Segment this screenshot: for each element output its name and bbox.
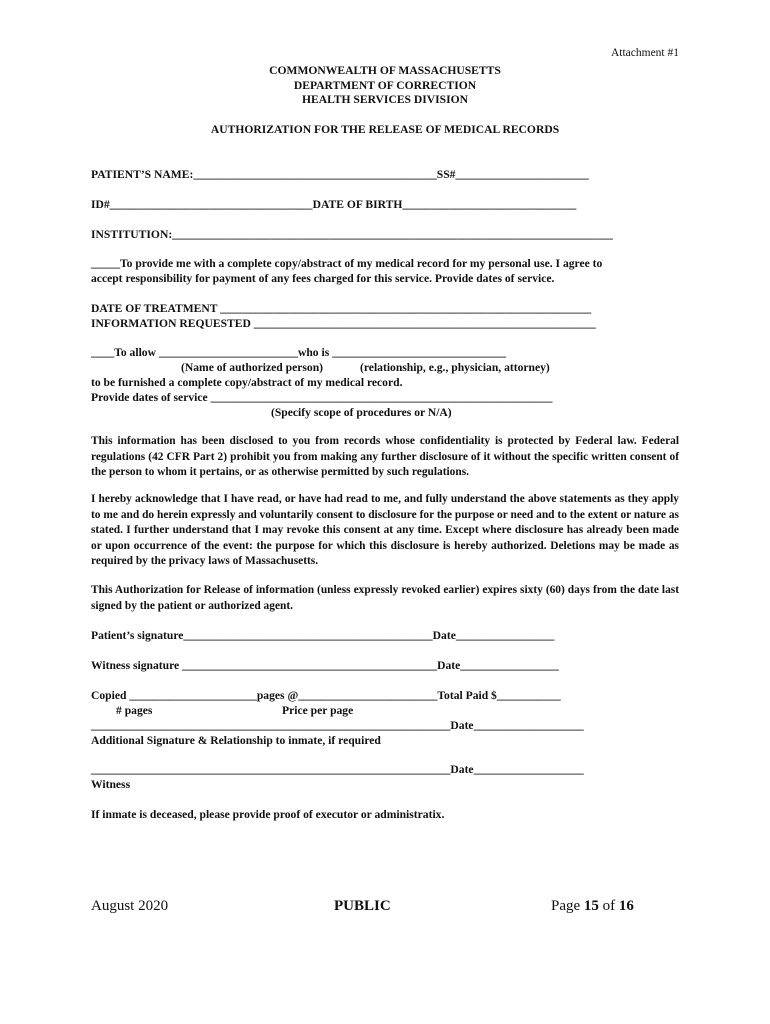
page-total: 16 xyxy=(618,898,634,914)
pages-hint: # pages xyxy=(116,704,153,717)
relationship-hint: (relationship, e.g., physician, attorney) xyxy=(360,361,550,374)
date-of-treatment-field[interactable]: DATE OF TREATMENT ________________________________________________________________ xyxy=(91,302,592,315)
dates-of-service-field[interactable]: Provide dates of service ___________________________________________________________ xyxy=(91,391,553,404)
price-per-page-hint: Price per page xyxy=(282,704,354,717)
copied-pages-field[interactable]: Copied ______________________pages @________________________Total Paid $___________ xyxy=(91,689,561,702)
witness-label: Witness xyxy=(91,778,131,791)
institution-field[interactable]: INSTITUTION:____________________________________________________________________________ xyxy=(91,228,613,241)
form-title: AUTHORIZATION FOR THE RELEASE OF MEDICAL RECORDS xyxy=(210,123,560,136)
expiry-paragraph: This Authorization for Release of information (unless expressly revoked earlier) expires sixty (60) days from the date last signed by the patient or authorized agent. xyxy=(91,584,679,612)
footer-page-number xyxy=(551,898,634,915)
acknowledgement-paragraph: I hereby acknowledge that I have read, or have had read to me, and fully understand the above statements as they apply to me and do herein expressly and voluntarily consent to disclosure for the purpose or need and to the extent or nature as stated. I further understand that I may revoke this consent at any time. Except where disclosure has already been made or upon occurrence of the event: the purpose for which this disclosure is hereby authorized. Deletions may be made as required by the privacy laws of Massachusetts. xyxy=(91,493,679,568)
footer-date: August 2020 xyxy=(91,898,169,914)
patient-signature-field[interactable]: Patient’s signature___________________________________________Date_________________ xyxy=(91,629,555,642)
page-prefix: Page xyxy=(551,898,584,914)
id-dob-field[interactable]: ID#___________________________________DATE OF BIRTH______________________________ xyxy=(91,198,577,211)
patient-name-field[interactable]: PATIENT’S NAME:__________________________________________SS#_______________________ xyxy=(91,168,589,181)
footer-classification: PUBLIC xyxy=(334,898,391,914)
attachment-label: Attachment #1 xyxy=(610,47,679,59)
authorized-person-hint: (Name of authorized person) xyxy=(181,361,324,374)
witness-signature-field[interactable]: Witness signature ____________________________________________Date_________________ xyxy=(91,659,559,672)
confidentiality-paragraph: This information has been disclosed to you from records whose confidentiality is protected by Federal law. Federal regulations (42 CFR Part 2) prohibit you from making any further disclosure of it without the specific written consent of the person to whom it pertains, or as otherwise permitted by such regulations. xyxy=(91,435,679,479)
header-line-3: HEALTH SERVICES DIVISION xyxy=(301,93,469,106)
page-current: 15 xyxy=(583,898,599,914)
to-allow-field[interactable]: ____To allow ________________________who is ______________________________ xyxy=(91,346,507,359)
header-line-1: COMMONWEALTH OF MASSACHUSETTS xyxy=(269,64,501,77)
furnished-text: to be furnished a complete copy/abstract of my medical record. xyxy=(91,376,403,389)
scope-hint: (Specify scope of procedures or N/A) xyxy=(271,406,452,419)
deceased-note: If inmate is deceased, please provide proof of executor or administratix. xyxy=(91,808,445,821)
additional-signature-field[interactable]: ______________________________________________________________Date___________________ xyxy=(91,719,584,732)
additional-signature-label: Additional Signature & Relationship to inmate, if required xyxy=(91,734,381,747)
personal-copy-option-text: accept responsibility for payment of any fees charged for this service. Provide dates of service. xyxy=(91,272,555,285)
personal-copy-option[interactable]: _____To provide me with a complete copy/abstract of my medical record for my personal use. I agree to xyxy=(91,257,603,270)
information-requested-field[interactable]: INFORMATION REQUESTED ___________________________________________________________ xyxy=(91,317,596,330)
page-mid: of xyxy=(598,898,619,914)
witness-line-field[interactable]: ______________________________________________________________Date___________________ xyxy=(91,763,584,776)
header-line-2: DEPARTMENT OF CORRECTION xyxy=(293,79,477,92)
